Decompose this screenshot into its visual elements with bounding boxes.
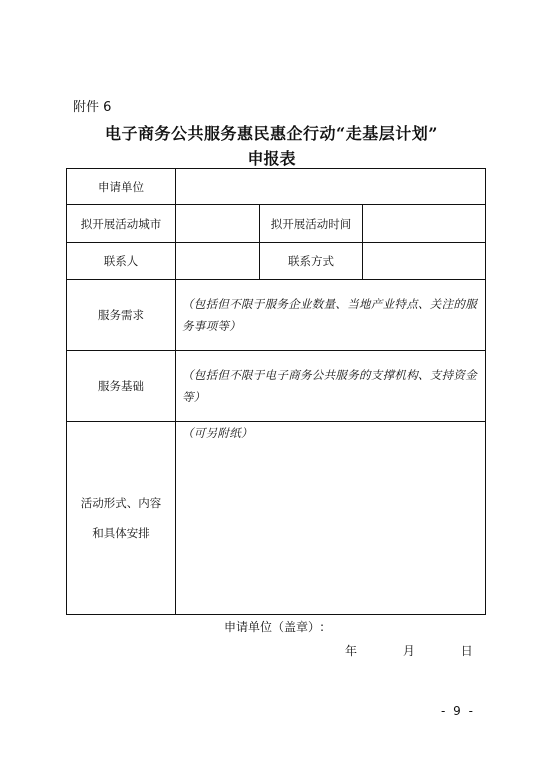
row-contact: [67, 243, 486, 280]
service-needs-field[interactable]: （包括但不限于服务企业数量、当地产业特点、关注的服务事项等）: [176, 280, 486, 351]
row-applicant: [67, 169, 486, 205]
contact-method-field[interactable]: [363, 243, 486, 280]
page-number: - 9 -: [441, 704, 475, 718]
row-activity: [67, 422, 486, 615]
time-field[interactable]: [363, 205, 486, 243]
service-basis-field[interactable]: （包括但不限于电子商务公共服务的支撑机构、支持资金等）: [176, 351, 486, 422]
city-label: 拟开展活动城市: [67, 205, 176, 243]
time-label: 拟开展活动时间: [260, 205, 363, 243]
applicant-label: 申请单位: [67, 169, 176, 205]
form-title: 电子商务公共服务惠民惠企行动“走基层计划”: [105, 124, 438, 143]
activity-label: [67, 422, 176, 615]
row-service-basis: [67, 351, 486, 422]
year-label: 年: [345, 644, 358, 658]
applicant-field[interactable]: [176, 169, 486, 205]
day-label: 日: [460, 644, 473, 658]
row-service-needs: [67, 280, 486, 351]
month-label: 月: [402, 644, 415, 658]
activity-field[interactable]: （可另附纸）: [176, 422, 486, 615]
activity-label-line1: 活动形式、内容: [80, 496, 162, 510]
activity-label-line2: 和具体安排: [92, 526, 150, 540]
seal-line: 申请单位（盖章）:: [224, 620, 325, 634]
attachment-label: 附件 6: [73, 100, 112, 115]
application-form-table: [66, 168, 486, 615]
contact-method-label: 联系方式: [260, 243, 363, 280]
contact-label: 联系人: [67, 243, 176, 280]
city-field[interactable]: [176, 205, 260, 243]
form-subtitle: 申报表: [247, 149, 296, 168]
row-city-time: [67, 205, 486, 243]
service-needs-label: 服务需求: [67, 280, 176, 351]
date-line: [345, 642, 495, 659]
service-basis-label: 服务基础: [67, 351, 176, 422]
contact-field[interactable]: [176, 243, 260, 280]
